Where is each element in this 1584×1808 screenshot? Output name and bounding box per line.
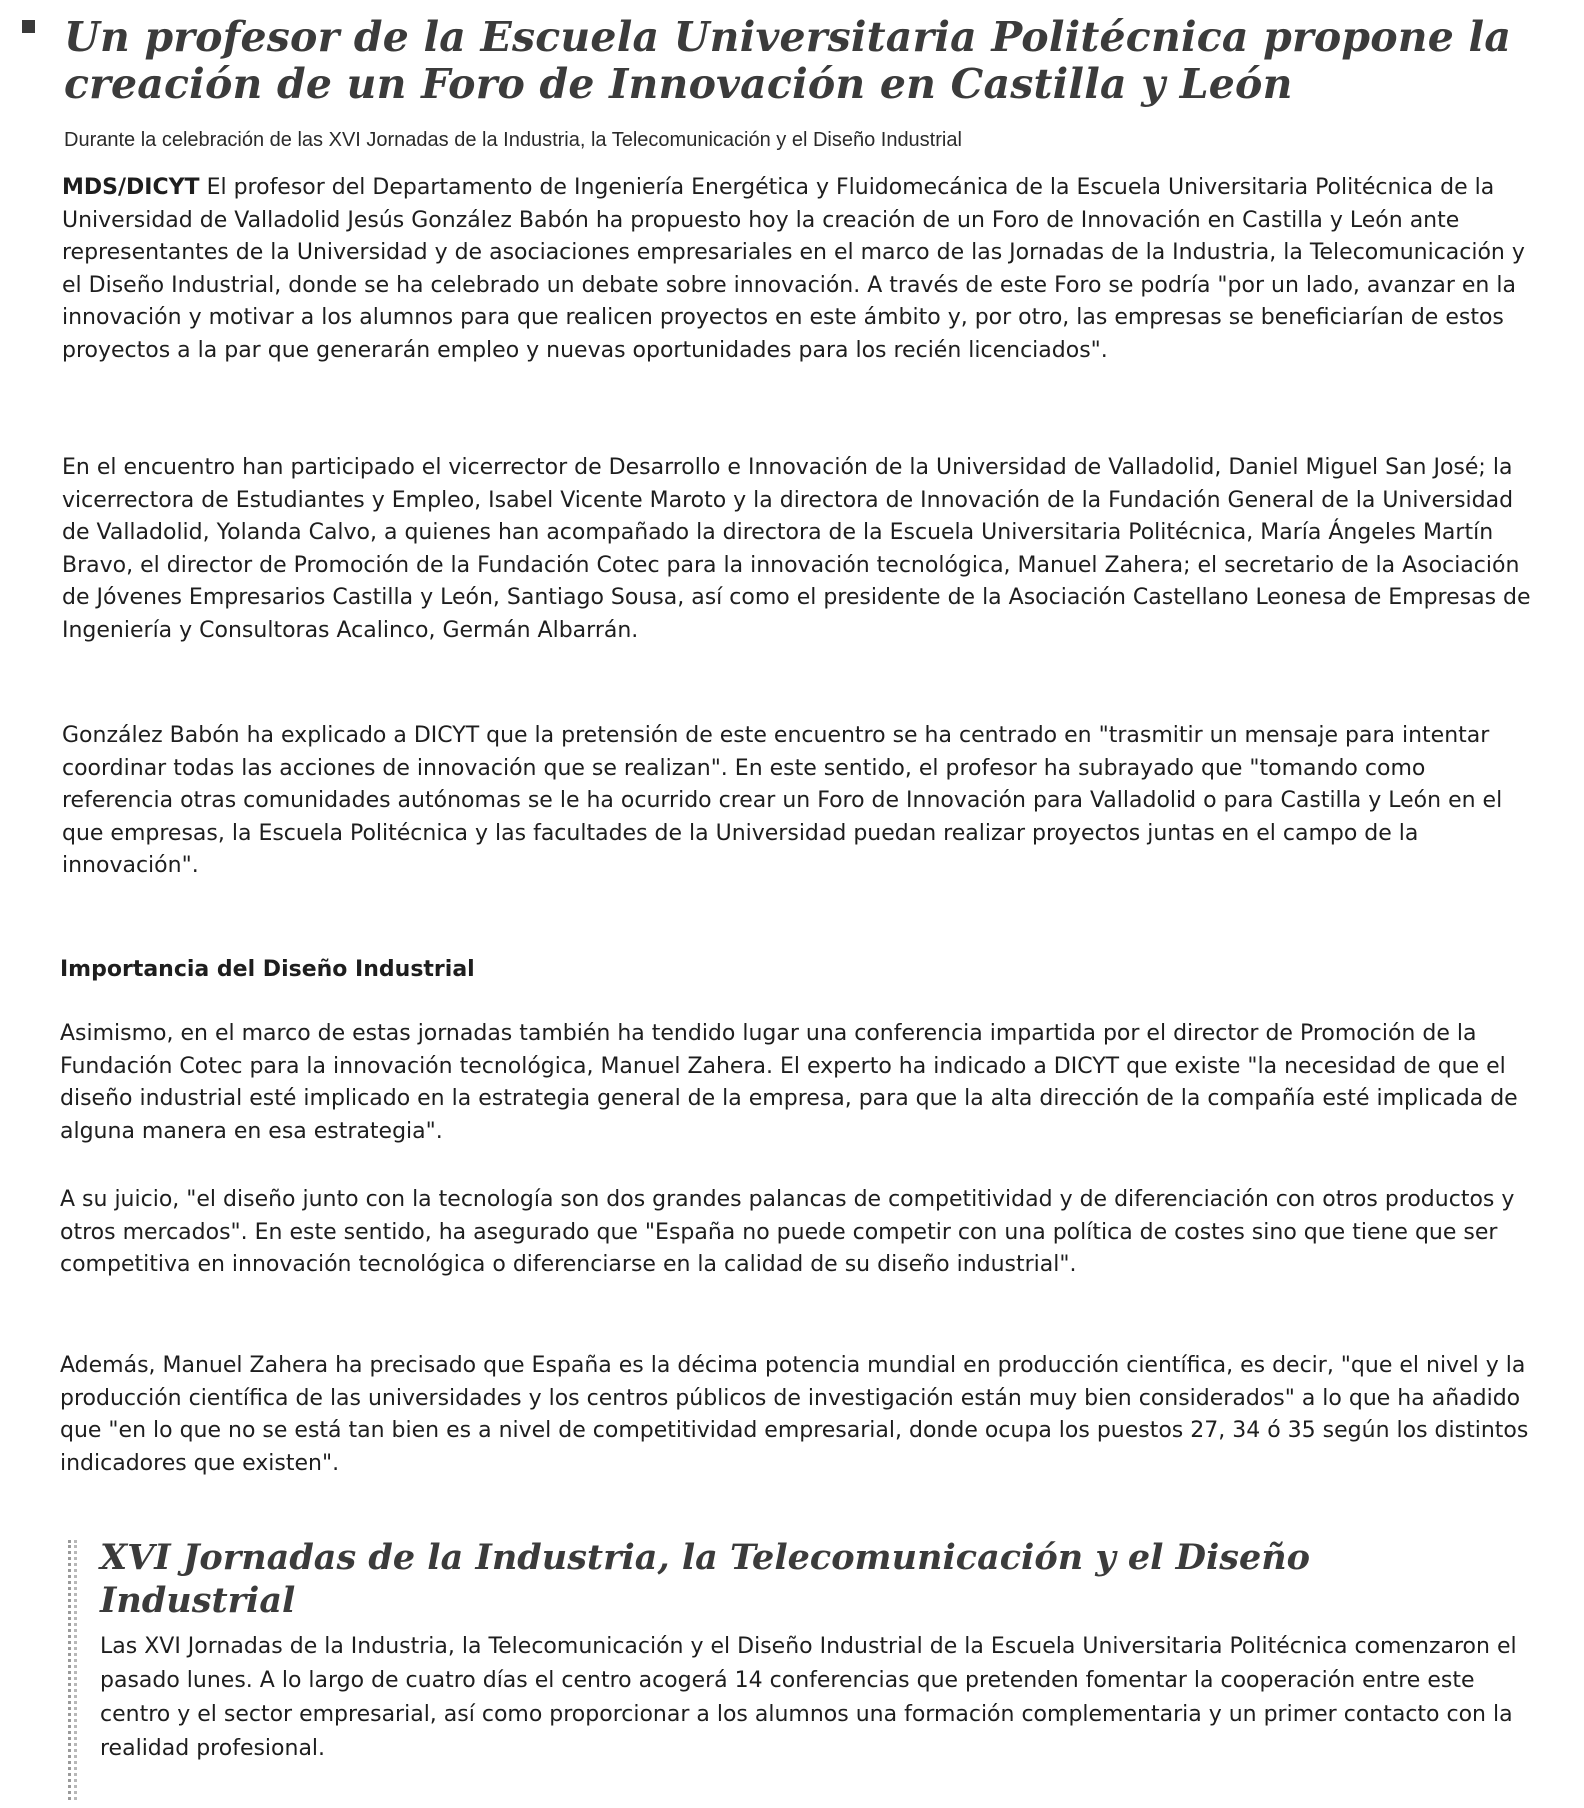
article-paragraph-1 — [62, 172, 1542, 367]
article-paragraph-3: González Babón ha explicado a DICYT que la pretensión de este encuentro se ha centrado en "trasmitir un mensaje para intentar coordinar todas las acciones de innovación que se realizan". En este sentido, el profesor ha subrayado que "tomando como referencia otras comunidades autónomas se le ha ocurrido crear un Foro de Innovación para Valladolid o para Castilla y León en el que empresas, la Escuela Politécnica y las facultades de la Universidad puedan realizar proyectos juntas en el campo de la innovación". — [62, 723, 1503, 878]
square-bullet-icon — [22, 20, 35, 33]
article-headline: Un profesor de la Escuela Universitaria Politécnica propone la creación de un Foro de Innovación en Castilla y León — [64, 13, 1512, 108]
article-subheadline: Durante la celebración de las XVI Jornadas de la Industria, la Telecomunicación y el Diseño Industrial — [64, 129, 962, 151]
sidebar-dotted-rule-inner — [74, 1540, 77, 1800]
sidebar-title: XVI Jornadas de la Industria, la Telecomunicación y el Diseño Industrial — [100, 1537, 1311, 1621]
section-heading: Importancia del Diseño Industrial — [60, 957, 475, 982]
article-paragraph-5: A su juicio, "el diseño junto con la tecnología son dos grandes palancas de competitividad y de diferenciación con otros productos y otros mercados". En este sentido, ha asegurado que "España no puede competir con una política de costes sino que tiene que ser competitiva en innovación tecnológica o diferenciarse en la calidad de su diseño industrial". — [60, 1187, 1515, 1277]
paragraph-1-text: El profesor del Departamento de Ingeniería Energética y Fluidomecánica de la Escuela Universitaria Politécnica de la Universidad de Valladolid Jesús González Babón ha propuesto hoy la creación de un Foro de Innovación en Castilla y León ante representantes de la Universidad y de asociaciones empresariales en el marco de las Jornadas de la Industria, la Telecomunicación y el Diseño Industrial, donde se ha celebrado un debate sobre innovación. A través de este Foro se podría "por un lado, avanzar en la innovación y motivar a los alumnos para que realicen proyectos en este ámbito y, por otro, las empresas se beneficiarían de estos proyectos a la par que generarán empleo y nuevas oportunidades para los recién licenciados". — [62, 175, 1525, 363]
article-byline: MDS/DICYT — [62, 175, 200, 200]
sidebar-dotted-rule — [68, 1540, 71, 1800]
sidebar-text: Las XVI Jornadas de la Industria, la Telecomunicación y el Diseño Industrial de la Escuela Universitaria Politécnica comenzaron el pasado lunes. A lo largo de cuatro días el centro acogerá 14 conferencias que pretenden fomentar la cooperación entre este centro y el sector empresarial, así como proporcionar a los alumnos una formación complementaria y un primer contacto con la realidad profesional. — [100, 1634, 1517, 1761]
article-paragraph-4: Asimismo, en el marco de estas jornadas también ha tendido lugar una conferencia impartida por el director de Promoción de la Fundación Cotec para la innovación tecnológica, Manuel Zahera. El experto ha indicado a DICYT que existe "la necesidad de que el diseño industrial esté implicado en la estrategia general de la empresa, para que la alta dirección de la compañía esté implicada de alguna manera en esa estrategia". — [60, 1021, 1518, 1144]
article-paragraph-6: Además, Manuel Zahera ha precisado que España es la décima potencia mundial en producción científica, es decir, "que el nivel y la producción científica de las universidades y los centros públicos de investigación están muy bien considerados" a lo que ha añadido que "en lo que no se está tan bien es a nivel de competitividad empresarial, donde ocupa los puestos 27, 34 ó 35 según los distintos indicadores que existen". — [60, 1353, 1529, 1476]
article-paragraph-2: En el encuentro han participado el vicerrector de Desarrollo e Innovación de la Universidad de Valladolid, Daniel Miguel San José; la vicerrectora de Estudiantes y Empleo, Isabel Vicente Maroto y la directora de Innovación de la Fundación General de la Universidad de Valladolid, Yolanda Calvo, a quienes han acompañado la directora de la Escuela Universitaria Politécnica, María Ángeles Martín Bravo, el director de Promoción de la Fundación Cotec para la innovación tecnológica, Manuel Zahera; el secretario de la Asociación de Jóvenes Empresarios Castilla y León, Santiago Sousa, así como el presidente de la Asociación Castellano Leonesa de Empresas de Ingeniería y Consultoras Acalinco, Germán Albarrán. — [62, 455, 1531, 643]
